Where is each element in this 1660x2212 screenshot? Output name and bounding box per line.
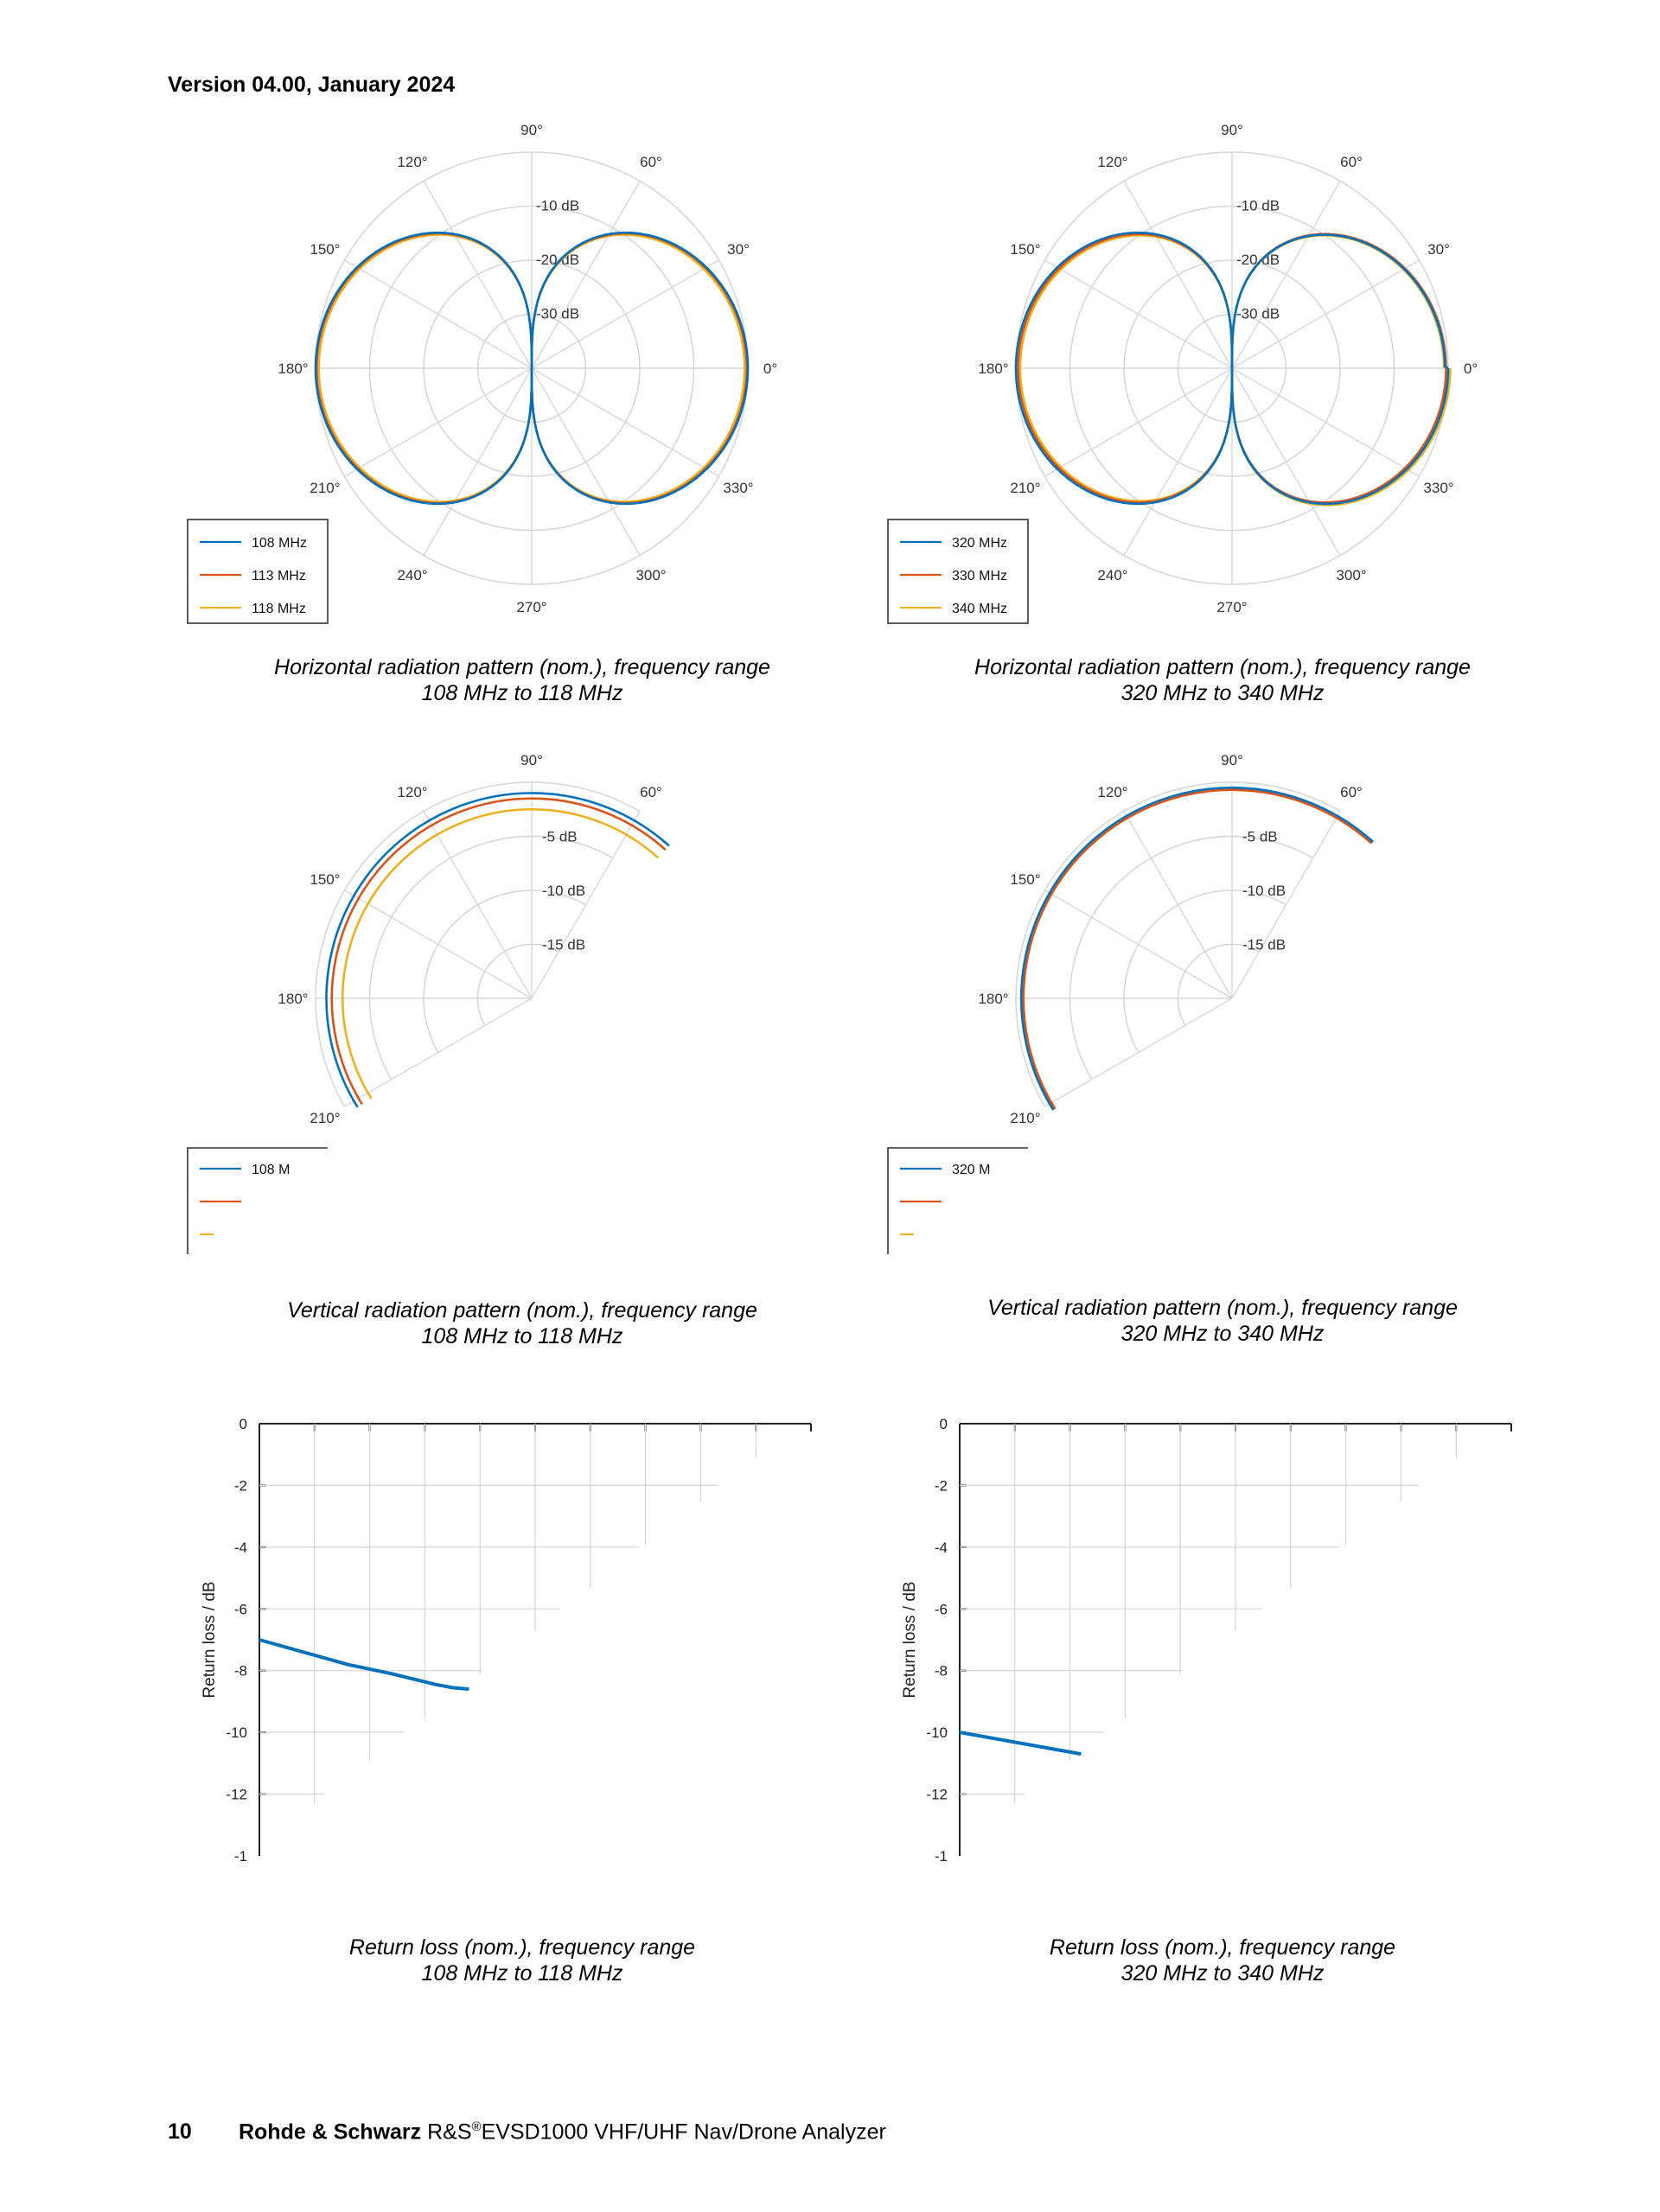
polar-ring-label: -10 dB	[1242, 883, 1286, 899]
registered-mark: ®	[471, 2120, 482, 2134]
y-tick-label: -1	[233, 1848, 247, 1865]
polar-grid-spoke	[532, 368, 719, 476]
caption-line: 320 MHz to 340 MHz	[1120, 1322, 1325, 1346]
polar-angle-label: 60°	[640, 783, 662, 800]
polar-angle-label: 60°	[1340, 783, 1363, 800]
polar-grid-spoke	[1124, 811, 1232, 998]
polar-angle-label: 300°	[1336, 567, 1367, 584]
polar-angle-label: 180°	[978, 360, 1009, 377]
y-tick-label: -2	[934, 1477, 948, 1495]
polar-ring-label: -30 dB	[536, 305, 580, 322]
polar-grid-spoke	[1044, 260, 1232, 368]
polar-angle-label: 210°	[310, 1110, 341, 1126]
polar-grid-ring	[1069, 836, 1312, 1079]
caption-return-loss-high	[894, 1935, 1551, 1986]
polar-grid-spoke	[1044, 368, 1232, 476]
polar-angle-label: 150°	[310, 871, 341, 888]
polar-grid-spoke	[344, 260, 532, 368]
legend-entry: 108 M	[252, 1163, 290, 1177]
polar-angle-label: 30°	[727, 241, 750, 258]
polar-angle-label: 90°	[520, 122, 543, 138]
polar-angle-label: 120°	[1097, 153, 1128, 170]
caption-line: Return loss (nom.), frequency range	[348, 1935, 696, 1960]
caption-line: Horizontal radiation pattern (nom.), frequency range	[974, 655, 1471, 679]
y-tick-label: -6	[233, 1601, 247, 1618]
polar-grid-spoke	[1044, 890, 1232, 998]
legend-entry: 340 MHz	[952, 602, 1008, 616]
polar-angle-label: 30°	[1427, 241, 1450, 258]
polar-angle-label: 330°	[723, 480, 754, 496]
y-tick-label: 0	[939, 1416, 948, 1432]
y-tick-label: -10	[226, 1724, 247, 1742]
caption-line: Vertical radiation pattern (nom.), frequency range	[287, 1298, 757, 1323]
polar-angle-label: 150°	[1010, 871, 1041, 888]
vertical-pattern-series	[1024, 790, 1372, 1109]
polar-angle-label: 240°	[1097, 567, 1128, 584]
caption-line: Vertical radiation pattern (nom.), frequency range	[987, 1296, 1458, 1320]
y-tick-label: -6	[934, 1601, 948, 1618]
vertical-pattern-series	[1021, 787, 1373, 1110]
polar-ring-label: -5 dB	[1242, 828, 1278, 845]
caption-horizontal-low	[194, 654, 851, 706]
return-loss-line	[259, 1640, 469, 1689]
caption-vertical-high	[894, 1295, 1551, 1347]
caption-return-loss-low	[194, 1935, 851, 1986]
return-loss-line	[960, 1732, 1081, 1754]
polar-angle-label: 90°	[1221, 752, 1243, 768]
polar-grid-ring	[1178, 945, 1260, 1026]
polar-ring-label: -10 dB	[542, 883, 586, 899]
polar-grid-ring	[1016, 782, 1340, 1106]
caption-line: 320 MHz to 340 MHz	[1120, 1961, 1325, 1986]
y-tick-label: -1	[934, 1848, 948, 1865]
polar-angle-label: 240°	[397, 567, 428, 584]
polar-angle-label: 180°	[978, 991, 1009, 1007]
polar-angle-label: 90°	[520, 752, 543, 768]
polar-angle-label: 120°	[397, 153, 428, 170]
polar-grid-spoke	[344, 368, 532, 476]
polar-angle-label: 270°	[516, 599, 547, 615]
polar-angle-label: 270°	[1216, 599, 1248, 615]
horizontal-pattern-high-chart	[888, 122, 1478, 623]
polar-ring-label: -15 dB	[1242, 936, 1286, 953]
caption-line: Horizontal radiation pattern (nom.), frequency range	[274, 655, 770, 679]
polar-ring-label: -20 dB	[536, 252, 580, 268]
polar-grid-ring	[424, 890, 586, 1053]
polar-angle-label: 300°	[635, 567, 667, 584]
vertical-pattern-series	[1024, 790, 1372, 1109]
polar-ring-label: -15 dB	[542, 936, 586, 953]
y-tick-label: -12	[226, 1786, 247, 1803]
polar-grid-ring	[316, 782, 640, 1106]
y-tick-label: -2	[233, 1477, 247, 1495]
polar-angle-label: 0°	[763, 360, 778, 377]
horizontal-pattern-low-chart	[188, 122, 777, 623]
polar-grid-ring	[478, 945, 559, 1026]
caption-line: 320 MHz to 340 MHz	[1120, 681, 1325, 705]
caption-vertical-low	[194, 1297, 851, 1349]
polar-angle-label: 150°	[1010, 241, 1041, 258]
polar-grid-ring	[1124, 890, 1286, 1053]
polar-angle-label: 90°	[1221, 122, 1243, 138]
legend-entry: 320 MHz	[952, 536, 1008, 551]
return-loss-low-chart	[201, 1416, 811, 1865]
vertical-pattern-high-chart	[888, 752, 1373, 1254]
polar-grid-spoke	[344, 890, 532, 998]
y-tick-label: -10	[926, 1724, 948, 1742]
polar-angle-label: 150°	[310, 241, 341, 258]
polar-ring-label: -10 dB	[1236, 197, 1280, 214]
polar-angle-label: 330°	[1423, 480, 1454, 496]
legend-entry: 113 MHz	[252, 569, 306, 583]
caption-line: 108 MHz to 118 MHz	[421, 1324, 623, 1348]
page-number: 10	[168, 2120, 192, 2145]
y-tick-label: -12	[926, 1786, 948, 1803]
y-tick-label: 0	[239, 1416, 247, 1432]
caption-line: Return loss (nom.), frequency range	[1049, 1935, 1396, 1960]
legend-entry: 320 M	[952, 1163, 991, 1177]
polar-angle-label: 180°	[278, 360, 309, 377]
polar-angle-label: 0°	[1463, 360, 1478, 377]
caption-line: 108 MHz to 118 MHz	[421, 1961, 623, 1986]
return-loss-high-chart	[901, 1416, 1511, 1865]
footer-product-name: EVSD1000 VHF/UHF Nav/Drone Analyzer	[481, 2120, 886, 2145]
y-tick-label: -4	[934, 1539, 948, 1556]
polar-angle-label: 210°	[310, 480, 341, 496]
y-axis-label: Return loss / dB	[901, 1581, 919, 1699]
version-header: Version 04.00, January 2024	[168, 73, 456, 97]
polar-angle-label: 180°	[278, 991, 309, 1007]
legend-entry: 330 MHz	[952, 569, 1008, 583]
polar-grid-spoke	[1232, 368, 1420, 476]
polar-angle-label: 210°	[1010, 1110, 1041, 1126]
polar-ring-label: -10 dB	[536, 197, 580, 214]
caption-horizontal-high	[894, 654, 1551, 706]
page-footer	[168, 2120, 886, 2145]
polar-grid-spoke	[1044, 998, 1232, 1106]
vertical-pattern-low-chart	[188, 752, 669, 1254]
polar-angle-label: 120°	[397, 783, 428, 800]
polar-angle-label: 210°	[1010, 480, 1041, 496]
legend-entry: 118 MHz	[252, 602, 306, 616]
caption-line: 108 MHz to 118 MHz	[421, 681, 623, 705]
legend-entry: 108 MHz	[252, 536, 308, 551]
polar-ring-label: -20 dB	[1236, 252, 1280, 268]
y-tick-label: -8	[233, 1662, 247, 1680]
polar-grid-ring	[369, 836, 612, 1079]
polar-ring-label: -30 dB	[1236, 305, 1280, 322]
polar-angle-label: 120°	[1097, 783, 1128, 800]
y-tick-label: -4	[233, 1539, 247, 1556]
y-tick-label: -8	[934, 1662, 948, 1680]
polar-angle-label: 60°	[640, 153, 662, 170]
polar-ring-label: -5 dB	[542, 828, 578, 845]
polar-angle-label: 60°	[1340, 153, 1363, 170]
footer-product-prefix: R&S	[427, 2120, 472, 2145]
footer-brand: Rohde & Schwarz	[239, 2120, 422, 2145]
polar-grid-spoke	[344, 998, 532, 1106]
polar-grid-spoke	[424, 811, 532, 998]
y-axis-label: Return loss / dB	[201, 1581, 219, 1699]
